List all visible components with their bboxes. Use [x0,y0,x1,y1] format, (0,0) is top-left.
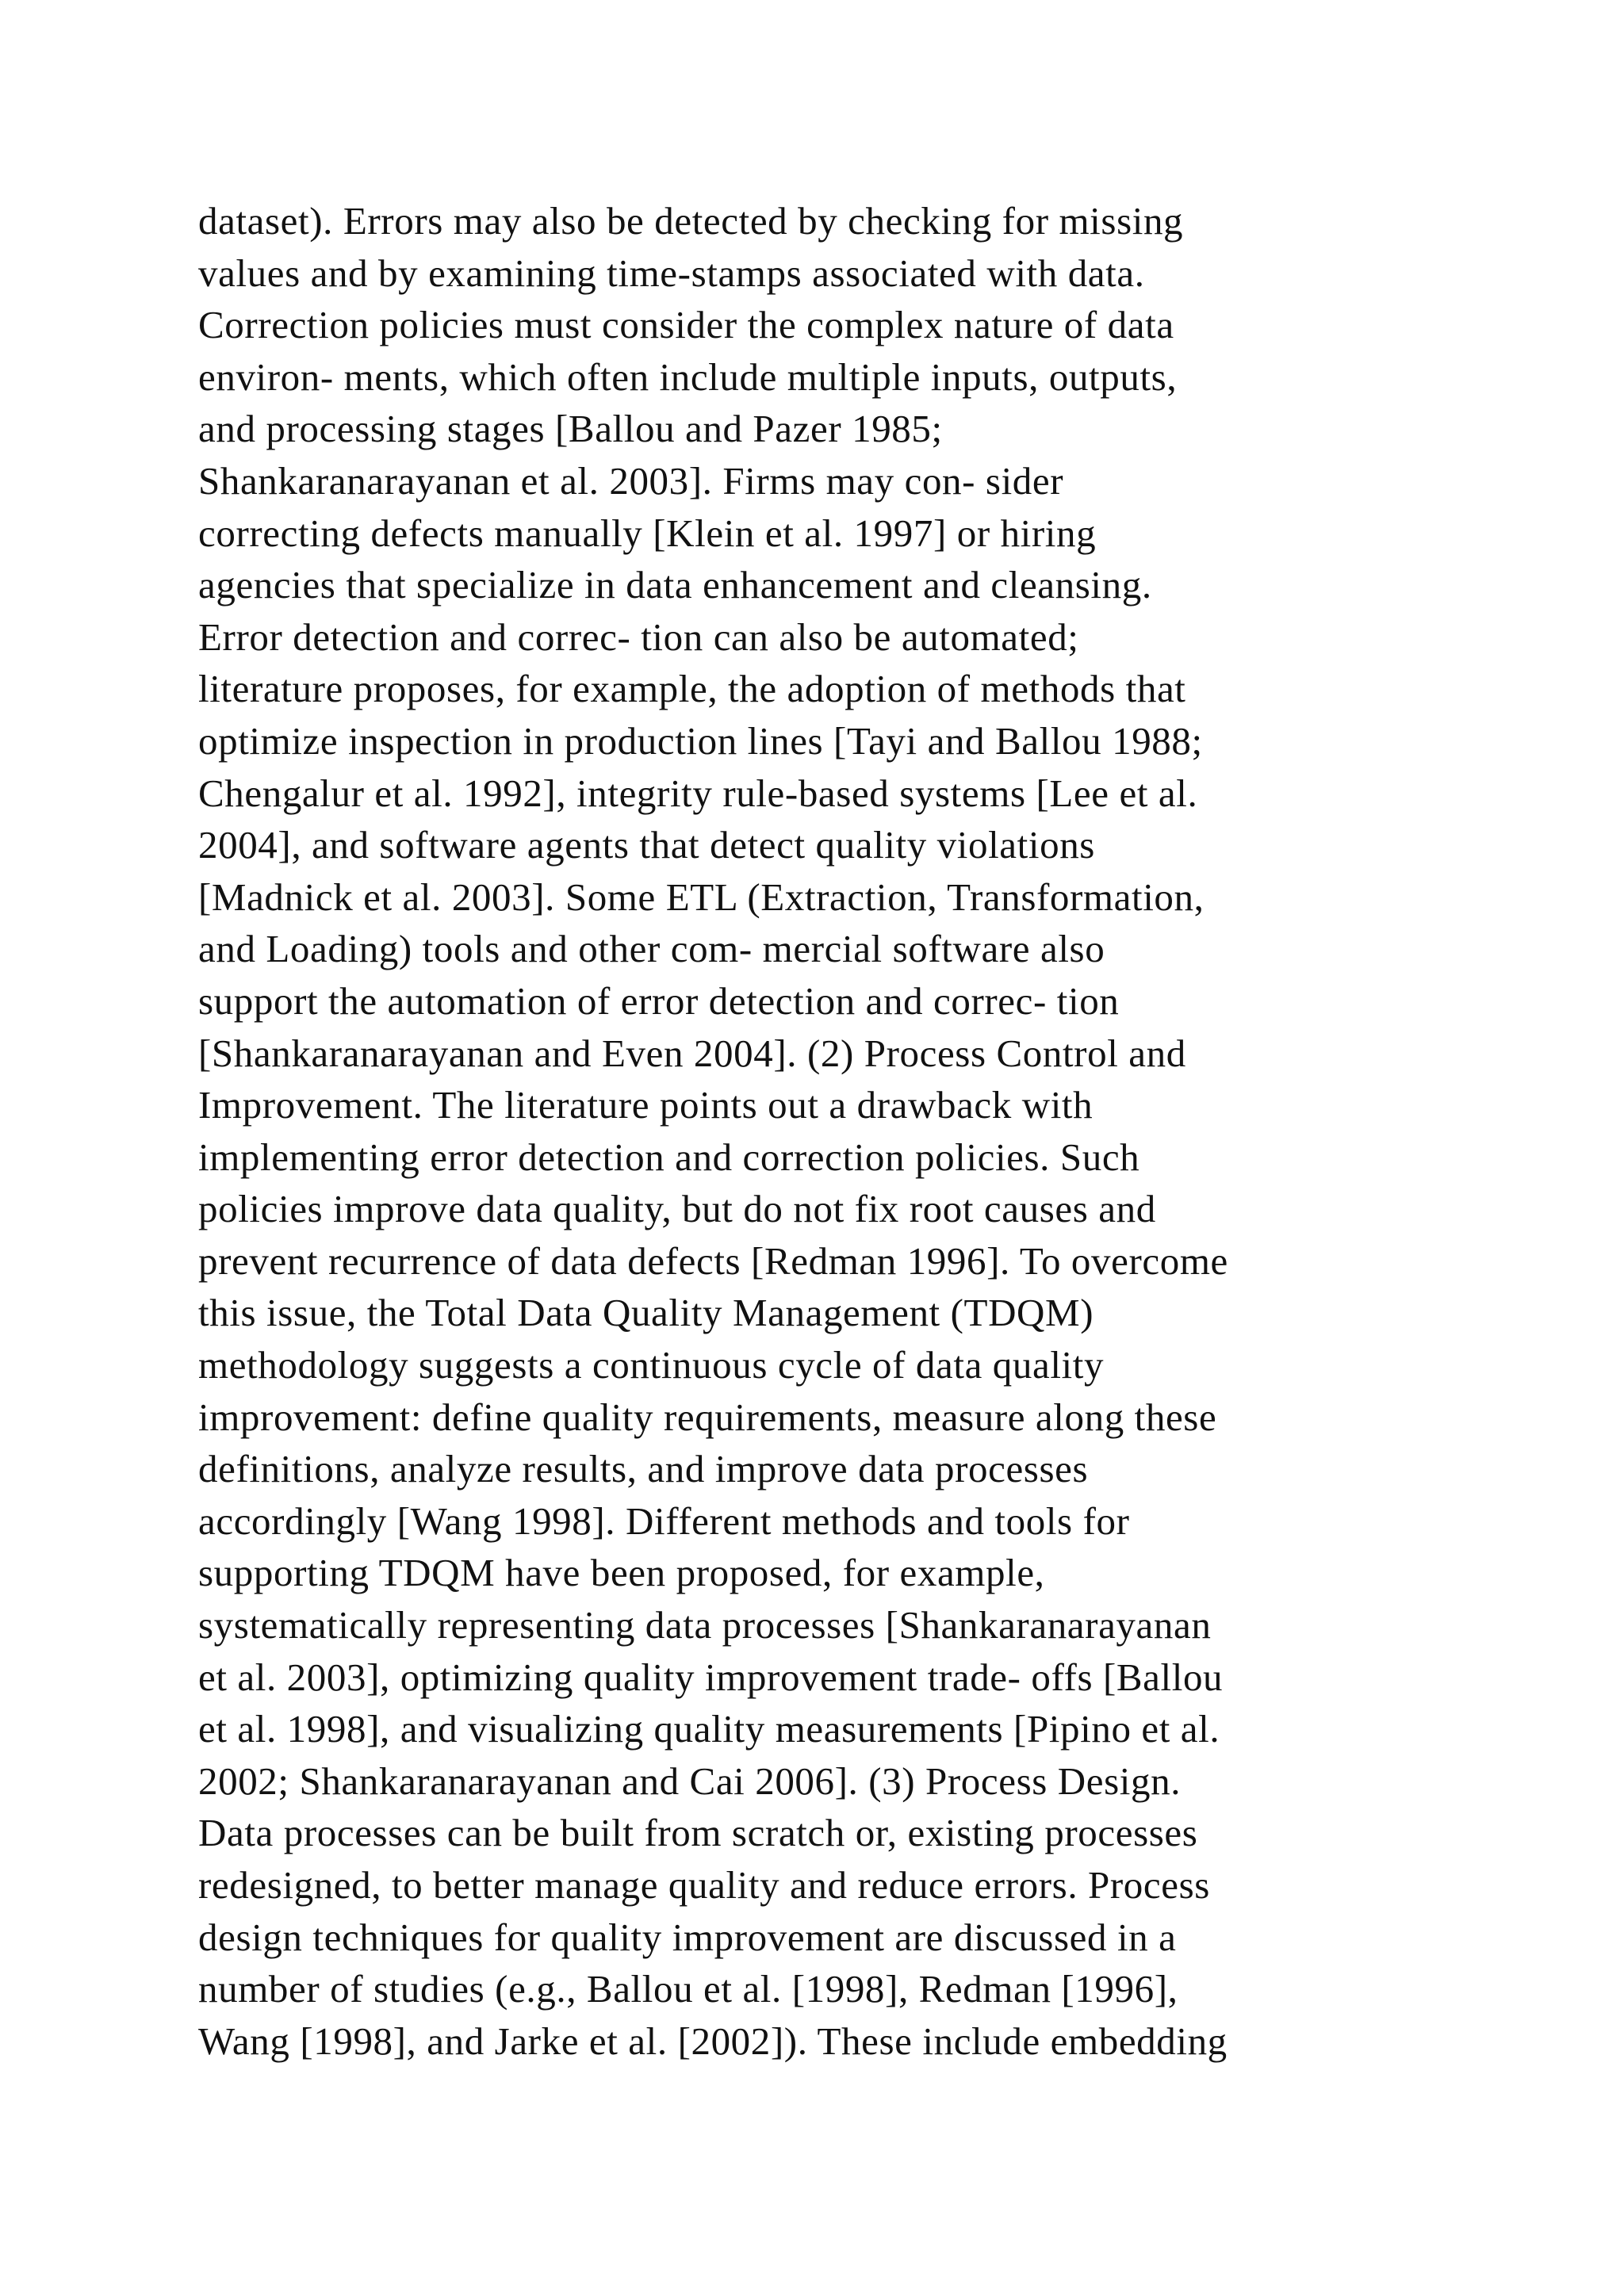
text-line: values and by examining time-stamps associated with data. [198,251,1145,295]
text-line: support the automation of error detection and correc- tion [198,978,1120,1023]
text-line: methodology suggests a continuous cycle of data quality [198,1343,1105,1387]
text-line: correcting defects manually [Klein et al. 1997] or hiring [198,511,1097,555]
text-line: [Madnick et al. 2003]. Some ETL (Extraction, Transformation, [198,874,1205,919]
text-line: prevent recurrence of data defects [Redman 1996]. To overcome [198,1238,1228,1283]
text-line: literature proposes, for example, the adoption of methods that [198,667,1186,711]
text-line: Chengalur et al. 1992], integrity rule-based systems [Lee et al. [198,771,1198,815]
body-text [198,195,1499,2067]
text-line: definitions, analyze results, and improve data processes [198,1447,1089,1491]
text-line: 2002; Shankaranarayanan and Cai 2006]. (3) Process Design. [198,1758,1182,1803]
text-line: accordingly [Wang 1998]. Different methods and tools for [198,1498,1130,1543]
text-line: et al. 1998], and visualizing quality measurements [Pipino et al. [198,1707,1220,1751]
text-line: systematically representing data processes [Shankaranarayanan [198,1603,1212,1647]
text-line: et al. 2003], optimizing quality improvement trade- offs [Ballou [198,1655,1224,1699]
text-line: optimize inspection in production lines [Tayi and Ballou 1988; [198,718,1203,763]
text-line: Error detection and correc- tion can also be automated; [198,614,1079,659]
text-line: agencies that specialize in data enhancement and cleansing. [198,563,1152,607]
text-line: implementing error detection and correction policies. Such [198,1135,1140,1179]
text-line: number of studies (e.g., Ballou et al. [1998], Redman [1996], [198,1967,1178,2011]
text-line: this issue, the Total Data Quality Management (TDQM) [198,1291,1094,1335]
text-line: and Loading) tools and other com- mercial software also [198,927,1105,971]
text-line: Wang [1998], and Jarke et al. [2002]). These include embedding [198,2019,1228,2063]
text-line: policies improve data quality, but do not fix root causes and [198,1187,1156,1231]
text-line: 2004], and software agents that detect quality violations [198,823,1095,867]
text-line: environ- ments, which often include multiple inputs, outputs, [198,354,1178,399]
text-line: redesigned, to better manage quality and reduce errors. Process [198,1863,1210,1907]
text-line: Correction policies must consider the complex nature of data [198,303,1174,347]
text-line: design techniques for quality improvement are discussed in a [198,1915,1177,1959]
text-line: dataset). Errors may also be detected by checking for missing [198,199,1184,243]
text-line: Shankaranarayanan et al. 2003]. Firms may con- sider [198,458,1064,503]
text-line: [Shankaranarayanan and Even 2004]. (2) Process Control and [198,1031,1186,1075]
text-line: Improvement. The literature points out a drawback with [198,1083,1094,1127]
text-line: improvement: define quality requirements, measure along these [198,1395,1217,1439]
text-line: supporting TDQM have been proposed, for example, [198,1551,1045,1595]
text-line: Data processes can be built from scratch or, existing processes [198,1811,1198,1855]
text-line: and processing stages [Ballou and Pazer 1985; [198,407,943,451]
